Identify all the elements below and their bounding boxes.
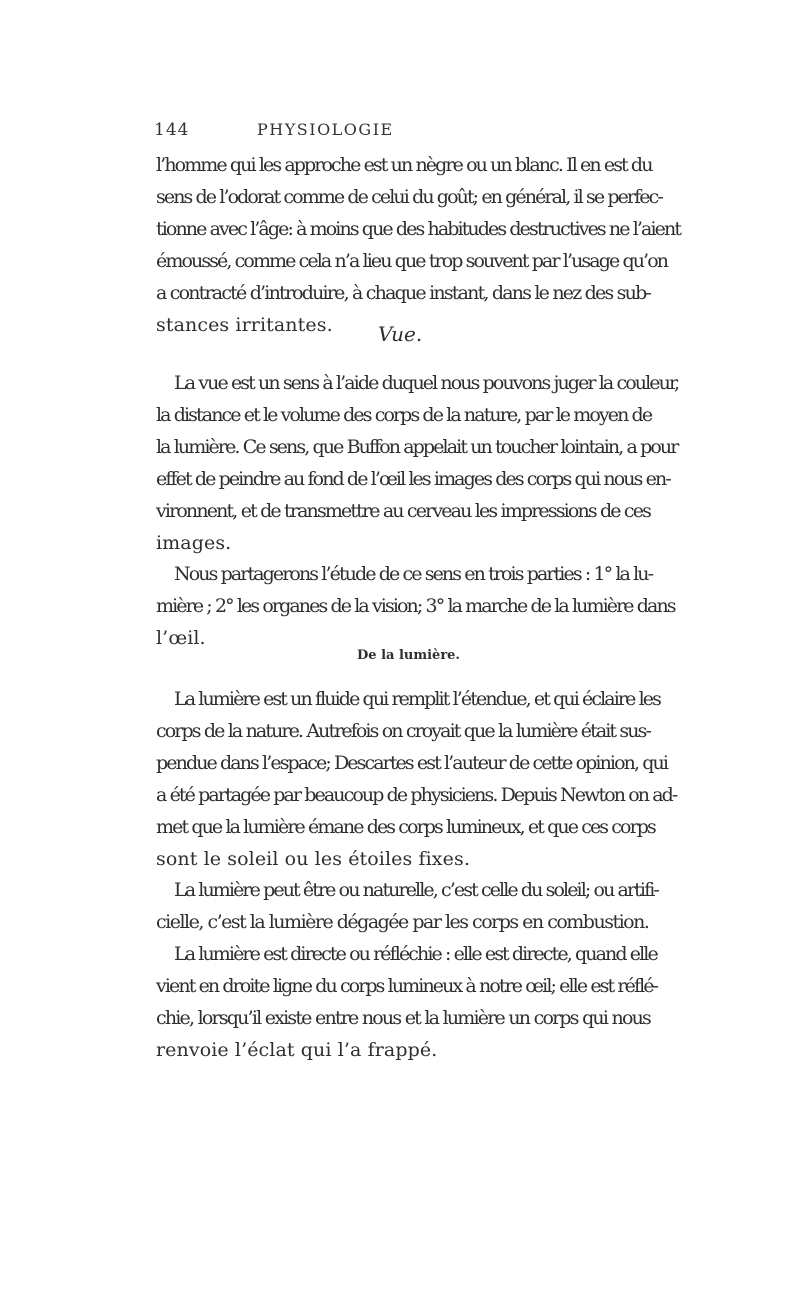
text-line: La lumière est un fluide qui remplit l’étendue, et qui éclaire les — [174, 688, 660, 710]
intro-paragraph — [156, 150, 681, 341]
page-number: 144 — [154, 120, 190, 140]
text-line: cielle, c’est la lumière dégagée par les corps en combustion. — [156, 911, 649, 934]
text-line: l’homme qui les approche est un nègre ou un blanc. Il en est du — [156, 154, 652, 176]
text-line: sens de l’odorat comme de celui du goût; en général, il se perfec- — [156, 185, 662, 208]
vue-paragraphs — [156, 368, 679, 655]
text-line: renvoie l’éclat qui l’a frappé. — [156, 1038, 438, 1061]
text-line: met que la lumière émane des corps lumineux, et que ces corps — [156, 815, 655, 838]
text-line: vironnent, et de transmettre au cerveau les impressions de ces — [156, 499, 650, 522]
text-line: Nous partagerons l’étude de ce sens en trois parties : 1° la lu- — [174, 563, 653, 586]
text-line: La lumière est directe ou réfléchie : elle est directe, quand elle — [174, 943, 657, 966]
text-line: sont le soleil ou les étoiles fixes. — [156, 847, 470, 870]
running-head: PHYSIOLOGIE — [257, 120, 394, 139]
text-line: la lumière. Ce sens, que Buffon appelait un toucher lointain, a pour — [156, 435, 678, 458]
text-line: chie, lorsqu’il existe entre nous et la lumière un corps qui nous — [156, 1007, 650, 1030]
page-header — [154, 120, 654, 144]
subsection-title: De la lumière. — [357, 648, 460, 663]
text-line: a été partagée par beaucoup de physiciens. Depuis Newton on ad- — [156, 783, 677, 806]
text-line: images. — [156, 531, 232, 554]
text-line: a contracté d’introduire, à chaque instant, dans le nez des sub- — [156, 281, 651, 304]
text-line: pendue dans l’espace; Descartes est l’auteur de cette opinion, qui — [156, 751, 668, 774]
text-line: mière ; 2° les organes de la vision; 3° la marche de la lumière dans — [156, 595, 675, 618]
section-title: Vue. — [378, 322, 423, 346]
text-line: l’œil. — [156, 627, 206, 650]
text-line: tionne avec l’âge: à moins que des habitudes destructives ne l’aient — [156, 217, 681, 240]
text-line: vient en droite ligne du corps lumineux à notre œil; elle est réflé- — [156, 975, 658, 998]
text-line: stances irritantes. — [156, 313, 333, 336]
text-line: corps de la nature. Autrefois on croyait que la lumière était sus- — [156, 719, 650, 742]
text-line: émoussé, comme cela n’a lieu que trop souvent par l’usage qu’on — [156, 249, 668, 272]
text-line: la distance et le volume des corps de la nature, par le moyen de — [156, 403, 652, 426]
lumiere-paragraphs — [156, 684, 677, 1067]
text-line: La lumière peut être ou naturelle, c’est celle du soleil; ou artifi- — [174, 879, 658, 902]
text-line: effet de peindre au fond de l’œil les images des corps qui nous en- — [156, 467, 670, 490]
text-line: La vue est un sens à l’aide duquel nous pouvons juger la couleur, — [174, 372, 679, 394]
